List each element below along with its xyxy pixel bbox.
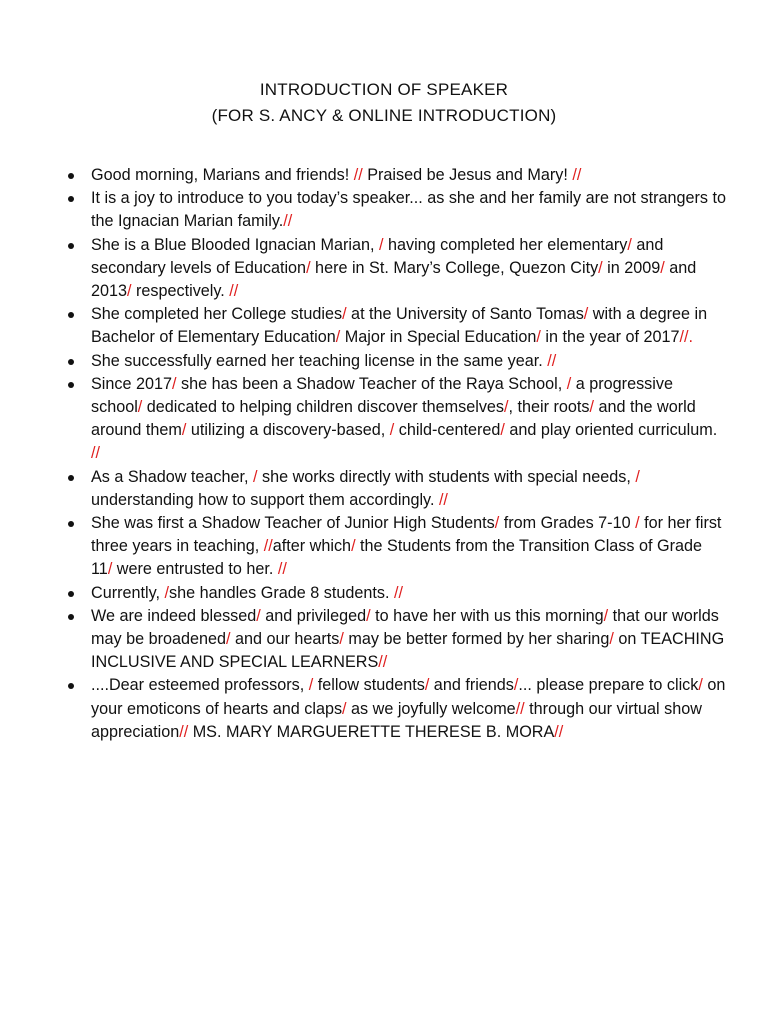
pause-mark: / (342, 305, 347, 324)
pause-mark: // (283, 212, 293, 231)
bullet-text: through our virtual show appreciation (91, 699, 702, 741)
pause-mark: / (389, 421, 395, 440)
pause-mark: / (536, 328, 541, 347)
bullet-text: that our worlds may be broadened (91, 606, 719, 649)
bullet-text: She is a Blue Blooded Ignacian Marian, (91, 235, 379, 254)
pause-mark: / (589, 398, 595, 417)
bullet-text: Good morning, Marians and friends! (91, 166, 354, 184)
pause-mark: / (627, 235, 632, 254)
pause-mark: / (609, 630, 614, 649)
pause-mark: / (172, 374, 177, 393)
list-item (66, 512, 726, 582)
pause-mark: / (335, 328, 341, 347)
bullet-text: ... please prepare to click (518, 676, 699, 695)
bullet-text: here in St. Mary’s College, Quezon City (310, 258, 599, 277)
bullet-text: a progressive school (91, 374, 673, 417)
list-item (66, 674, 726, 744)
pause-mark: / (494, 514, 500, 533)
pause-mark: // (353, 166, 363, 184)
list-item (66, 350, 726, 373)
bullet-text: child-centered (394, 421, 501, 440)
pause-mark: // (378, 653, 388, 672)
list-item (66, 373, 726, 466)
list-item (66, 187, 726, 233)
list-item (66, 164, 726, 187)
pause-mark: / (127, 282, 132, 301)
document-subtitle: (FOR S. ANCY & ONLINE INTRODUCTION) (211, 106, 557, 125)
pause-mark: / (635, 514, 640, 533)
pause-mark: // (547, 351, 557, 370)
bullet-text: at the University of Santo Tomas (346, 305, 584, 324)
pause-mark: / (339, 630, 344, 649)
list-item (66, 303, 726, 349)
bullet-text: ....Dear esteemed professors, (91, 676, 309, 695)
pause-mark: / (698, 676, 703, 695)
bullet-text: and secondary levels of Education (91, 235, 664, 277)
pause-mark: / (308, 676, 314, 695)
list-item (66, 582, 726, 605)
bullet-text: and play oriented curriculum. (504, 421, 718, 440)
list-item (66, 234, 726, 304)
pause-mark: / (181, 421, 187, 440)
bullet-text: utilizing a discovery-based, (186, 421, 390, 440)
bullet-text: with a degree in Bachelor of Elementary Education (91, 305, 708, 347)
pause-mark: / (660, 258, 665, 277)
bullet-text: in the year of 2017 (540, 328, 680, 347)
bullet-text: she works directly with students with special needs, (257, 467, 636, 486)
pause-mark: // (179, 722, 189, 741)
bullet-text: She was first a Shadow Teacher of Junior High Students (91, 514, 495, 533)
bullet-text: Major in Special Education (340, 328, 537, 347)
bullet-text: having completed her elementary (383, 235, 628, 254)
pause-mark: / (424, 676, 430, 695)
document-title: INTRODUCTION OF SPEAKER (259, 80, 509, 99)
pause-mark: / (164, 583, 169, 602)
pause-mark: / (226, 630, 231, 649)
bullet-text: , their roots (508, 398, 590, 417)
pause-mark: / (500, 421, 505, 440)
pause-mark: / (504, 398, 509, 417)
bullet-text: and our hearts (230, 630, 340, 649)
bullet-text: fellow students (313, 676, 425, 695)
bullet-text: on TEACHING INCLUSIVE AND SPECIAL LEARNERS (91, 630, 725, 672)
pause-mark: / (366, 606, 371, 625)
bullet-text: to have her with us this morning (370, 606, 604, 625)
bullet-text: Praised be Jesus and Mary! (362, 166, 573, 184)
bullet-text: She successfully earned her teaching license in the same year. (91, 351, 548, 370)
pause-mark: / (107, 560, 113, 579)
bullet-text: for her first three years in teaching, (91, 514, 722, 556)
bullet-text: in 2009 (602, 258, 661, 277)
bullet-text: the Students from the Transition Class of Grade 11 (91, 537, 702, 579)
bullet-text: and friends (429, 676, 514, 695)
pause-mark: / (306, 258, 311, 277)
pause-mark: / (378, 235, 384, 254)
bullet-text: She completed her College studies (91, 305, 343, 324)
pause-mark: / (583, 305, 589, 324)
bullet-text: from Grades 7-10 (499, 514, 636, 533)
bullet-text: as we joyfully welcome (346, 699, 516, 718)
bullet-text: dedicated to helping children discover themselves (142, 398, 505, 417)
bullet-text: understanding how to support them accordingly. (91, 490, 439, 509)
bullet-text: were entrusted to her. (112, 560, 278, 579)
bullet-text: after which (272, 537, 352, 556)
bullet-text: respectively. (131, 282, 230, 301)
bullet-text: It is a joy to introduce to you today’s speaker... as she and her family are not strangers to the Ignacian Marian family. (91, 189, 726, 231)
bullet-text: and the world around them (91, 398, 696, 440)
pause-mark: // (515, 699, 525, 718)
pause-mark: // (393, 583, 403, 602)
pause-mark: // (438, 490, 448, 509)
bullet-text: Currently, (91, 583, 165, 602)
pause-mark: / (598, 258, 603, 277)
bullet-text: and privileged (260, 606, 367, 625)
list-item (66, 605, 726, 675)
pause-mark: / (635, 467, 640, 486)
pause-mark: / (603, 606, 609, 625)
pause-mark: // (91, 444, 100, 463)
bullet-list (66, 164, 726, 744)
bullet-text: and 2013 (91, 258, 697, 301)
bullet-text: We are indeed blessed (91, 606, 257, 625)
pause-mark: // (229, 282, 239, 301)
pause-mark: / (351, 537, 356, 556)
pause-mark: / (252, 467, 258, 486)
bullet-text: As a Shadow teacher, (91, 467, 253, 486)
bullet-text: she has been a Shadow Teacher of the Raya School, (176, 374, 567, 393)
bullet-text: MS. MARY MARGUERETTE THERESE B. MORA (188, 722, 555, 741)
pause-mark: / (513, 676, 519, 695)
bullet-text: on your emoticons of hearts and claps (91, 676, 726, 718)
pause-mark: //. (679, 328, 693, 347)
pause-mark: // (572, 166, 582, 184)
pause-mark: / (566, 374, 572, 393)
bullet-text: may be better formed by her sharing (343, 630, 610, 649)
pause-mark: // (554, 722, 564, 741)
bullet-text: Since 2017 (91, 374, 173, 393)
pause-mark: // (263, 537, 273, 556)
pause-mark: / (137, 398, 143, 417)
pause-mark: / (256, 606, 261, 625)
pause-mark: // (277, 560, 287, 579)
pause-mark: / (342, 699, 347, 718)
list-item (66, 466, 726, 512)
bullet-text: she handles Grade 8 students. (168, 583, 394, 602)
